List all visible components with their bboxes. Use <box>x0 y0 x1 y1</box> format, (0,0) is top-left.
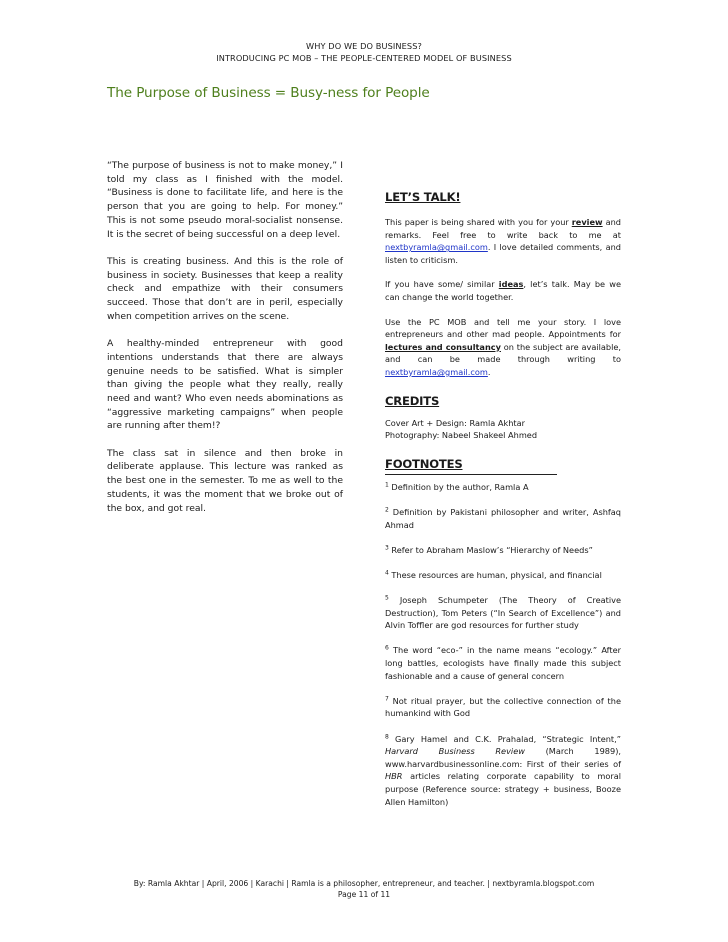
lectures-emphasis: lectures and consultancy <box>385 341 501 352</box>
footnote-number: 8 <box>385 732 389 740</box>
footnote-text: Refer to Abraham Maslow’s “Hierarchy of Needs” <box>388 544 593 555</box>
footnote-number: 7 <box>385 695 389 703</box>
lets-talk-heading: LET’S TALK! <box>385 190 461 204</box>
hbr-abbrev: HBR <box>385 771 403 782</box>
footnote-text: These resources are human, physical, and financial <box>388 569 602 580</box>
text-run: , let’s talk. May be we can change the world together. <box>385 279 621 302</box>
body-paragraph: “The purpose of business is not to make money,” I told my class as I finished with the model. “Business is done to facilitate life, and here is the person that you are going to help. For money.” This is not some pseudo moral-socialist nonsense. It is the secret of being successful on a deep level. <box>107 160 343 240</box>
text-run: and remarks. Feel free to write back to me at <box>385 217 621 240</box>
footnote-text: The word “eco-” in the name means “ecology.” After long battles, ecologists have finally made this subject fashionable and a cause of general concern <box>385 645 621 681</box>
text-run: . <box>487 366 491 377</box>
footnote <box>385 594 621 632</box>
text-run: . I love detailed comments, and listen to criticism. <box>385 242 621 265</box>
page-title: The Purpose of Business = Busy-ness for People <box>107 85 430 101</box>
text-run: Use the PC MOB and tell me your story. I love entrepreneurs and other mad people. Appointments for <box>385 316 621 340</box>
footnote-text: (March 1989), www.harvardbusinessonline.com: First of their series of <box>385 746 621 769</box>
body-paragraph: The class sat in silence and then broke in deliberate applause. This lecture was ranked as the best one in the semester. To me as well to the students, it was the moment that we broke out of the box, and got real. <box>107 447 343 514</box>
footnote-text: Gary Hamel and C.K. Prahalad, “Strategic Intent,” <box>388 733 621 744</box>
text-run: If you have some/ similar <box>385 279 499 290</box>
page-footer-byline: By: Ramla Akhtar | April, 2006 | Karachi | Ramla is a philosopher, entrepreneur, and teacher. | nextbyramla.blogspot.com <box>133 879 595 888</box>
body-paragraph: This is creating business. And this is the role of business in society. Businesses that keep a reality check and empathize with their consumers succeed. Those that don’t are in peril, especially when competition arrives on the scene. <box>107 255 343 322</box>
footnote-number: 3 <box>385 543 389 551</box>
email-link[interactable]: nextbyramla@gmail.com <box>385 242 488 253</box>
footnote <box>385 481 621 494</box>
footnote <box>385 644 621 682</box>
email-link[interactable]: nextbyramla@gmail.com <box>385 366 488 377</box>
running-header-subtitle: INTRODUCING PC MOB – THE PEOPLE-CENTERED MODEL OF BUSINESS <box>216 53 512 63</box>
footnote-list <box>385 481 621 808</box>
credits-heading: CREDITS <box>385 393 440 408</box>
ideas-emphasis: ideas <box>498 279 524 290</box>
body-paragraph: A healthy-minded entrepreneur with good intentions understands that there are always genuine needs to be satisfied. What is simpler than giving the people what they really, really need and want? Who even needs abominations as “aggressive marketing campaigns” when people are running after them!? <box>107 338 343 432</box>
lets-talk-paragraph-3 <box>385 316 621 379</box>
footnote <box>385 506 621 531</box>
journal-title: Harvard Business Review <box>385 746 525 757</box>
page-number: Page 11 of 11 <box>337 890 391 899</box>
footnote-number: 4 <box>385 569 389 577</box>
footnote <box>385 695 621 720</box>
footnote-text: Joseph Schumpeter (The Theory of Creative Destruction), Tom Peters (“In Search of Excellence”) and Alvin Toffler are god resources for further study <box>385 595 621 631</box>
footnote-number: 5 <box>385 594 389 602</box>
footnote-text: Definition by the author, Ramla A <box>388 481 529 492</box>
text-run: This paper is being shared with you for your <box>385 217 572 227</box>
footnote <box>385 544 621 557</box>
right-column <box>385 190 621 808</box>
review-emphasis: review <box>571 217 603 227</box>
running-header-title: WHY DO WE DO BUSINESS? <box>306 41 422 51</box>
footnote-number: 6 <box>385 644 389 652</box>
footnote-text: articles relating corporate capability to moral purpose (Reference source: strategy + business, Booze Allen Hamilton) <box>385 771 621 807</box>
text-run: on the subject are available, and can be made through writing to <box>385 341 622 365</box>
footnote-text: Definition by Pakistani philosopher and writer, Ashfaq Ahmad <box>385 506 621 530</box>
footnotes-heading: FOOTNOTES <box>385 456 463 471</box>
footnote-text: Not ritual prayer, but the collective connection of the humankind with God <box>385 695 621 719</box>
footnote <box>385 569 621 582</box>
footnote-number: 1 <box>385 480 389 488</box>
lets-talk-paragraph-2 <box>385 278 621 303</box>
left-column <box>107 159 343 529</box>
lets-talk-paragraph-1 <box>385 216 621 266</box>
credits-line: Cover Art + Design: Ramla Akhtar <box>385 417 525 428</box>
footnote-number: 2 <box>385 506 389 514</box>
credits-line: Photography: Nabeel Shakeel Ahmed <box>385 430 538 441</box>
footnote <box>385 733 621 809</box>
